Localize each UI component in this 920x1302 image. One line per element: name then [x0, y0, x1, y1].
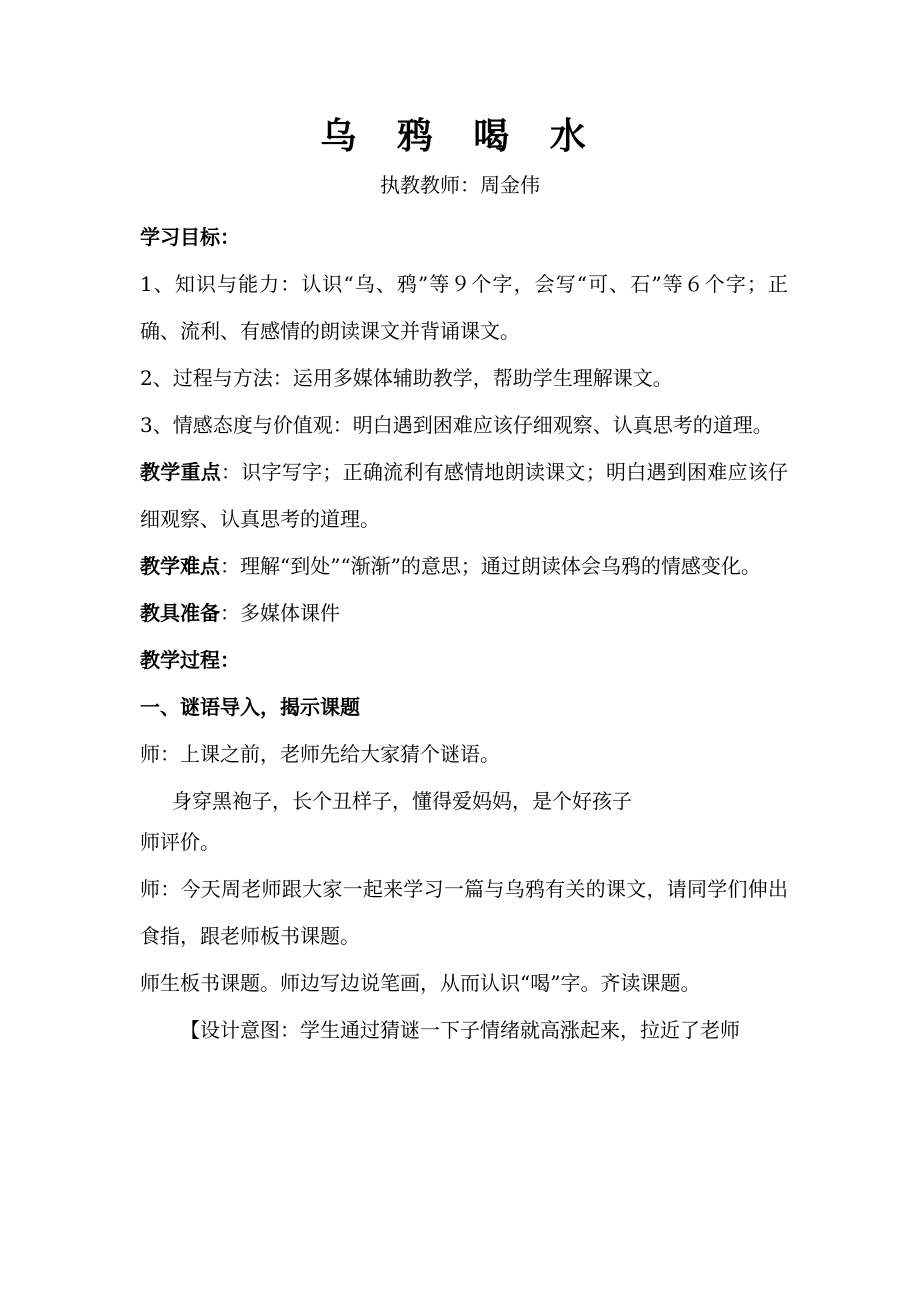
difficulties-paragraph — [140, 543, 788, 590]
teacher-line-2: 师评价。 — [140, 830, 220, 854]
design-intent: 【设计意图：学生通过猜谜一下子情绪就高涨起来，拉近了老师 — [180, 1018, 740, 1042]
objectives-heading: 学习目标： — [140, 225, 240, 249]
objective-2: 2、过程与方法：运用多媒体辅助教学，帮助学生理解课文。 — [140, 366, 673, 390]
objective-1: 1、知识与能力：认识“乌、鸦”等９个字，会写“可、石”等６个字；正确、流利、有感情的朗读课文并背诵课文。 — [140, 272, 788, 343]
materials-label: 教具准备 — [140, 601, 220, 625]
riddle-line: 身穿黑袍子，长个丑样子，懂得爱妈妈，是个好孩子 — [172, 789, 632, 813]
author-line: 执教教师：周金伟 — [380, 173, 540, 197]
teacher-line-1: 师：上课之前，老师先给大家猜个谜语。 — [140, 742, 500, 766]
materials-paragraph — [140, 590, 788, 637]
key-points-label: 教学重点 — [140, 460, 222, 484]
materials-text: ：多媒体课件 — [220, 601, 340, 625]
process-heading: 教学过程： — [140, 648, 240, 672]
key-points-text: ：识字写字；正确流利有感情地朗读课文；明白遇到困难应该仔细观察、认真思考的道理。 — [140, 460, 789, 531]
key-points-paragraph — [140, 449, 788, 543]
document-title: 乌 鸦 喝 水 — [320, 115, 600, 157]
difficulties-text: ：理解“到处”“渐渐”的意思；通过朗读体会乌鸦的情感变化。 — [220, 554, 761, 578]
difficulties-label: 教学难点 — [140, 554, 220, 578]
objective-3: 3、情感态度与价值观：明白遇到困难应该仔细观察、认真思考的道理。 — [140, 413, 773, 437]
document-body — [140, 214, 788, 1054]
section-1-heading: 一、谜语导入，揭示课题 — [140, 695, 360, 719]
teacher-line-4: 师生板书课题。师边写边说笔画，从而认识“喝”字。齐读课题。 — [140, 971, 701, 995]
teacher-line-3: 师：今天周老师跟大家一起来学习一篇与乌鸦有关的课文，请同学们伸出食指，跟老师板书课题。 — [140, 877, 788, 948]
